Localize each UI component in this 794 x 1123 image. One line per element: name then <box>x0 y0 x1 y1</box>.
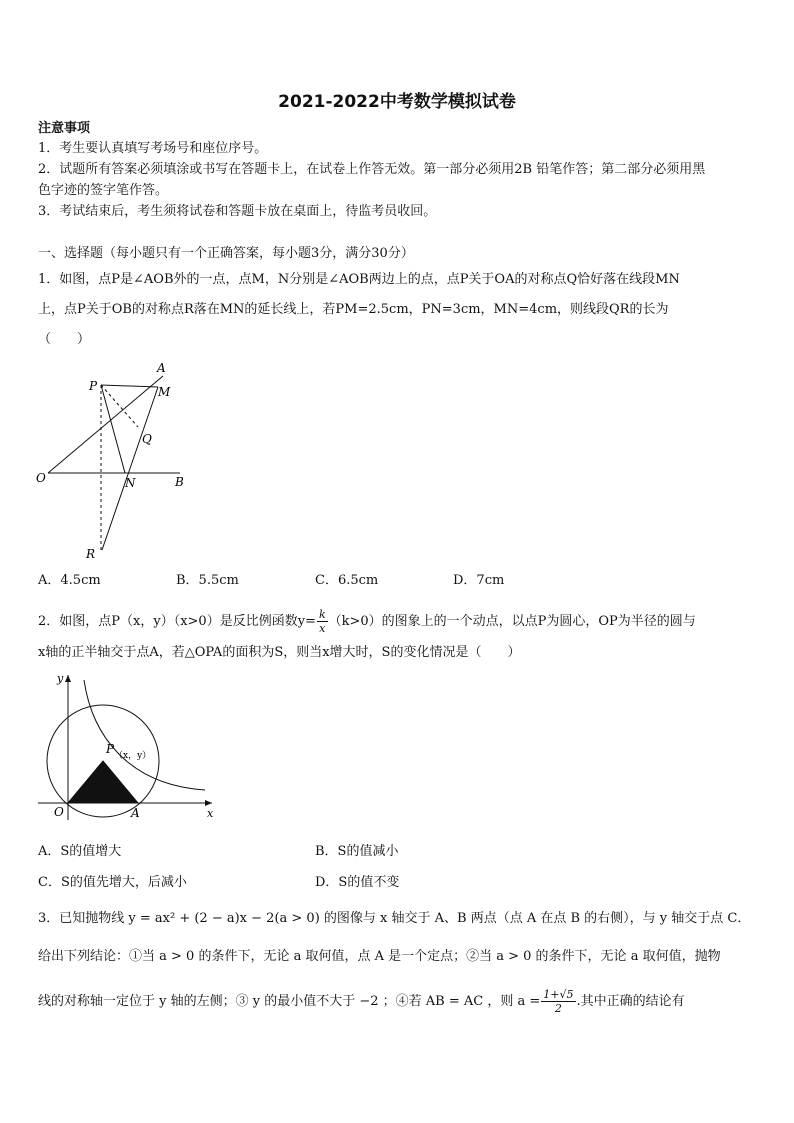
notice-item: 2．试题所有答案必须填涂或书写在答题卡上，在试卷上作答无效。第一部分必须用2B 铅笔作答；第二部分必须用黑 <box>38 162 706 177</box>
q2-text-post: （k>0）的图象上的一个动点，以点P为圆心，OP为半径的圆与 <box>328 614 696 629</box>
q1-text-line3: （ ） <box>38 332 91 347</box>
label-N: N <box>125 476 136 490</box>
q1-text-line1: 1．如图，点P是∠AOB外的一点，点M，N分别是∠AOB两边上的点，点P关于OA的对称点Q恰好落在线段MN <box>38 272 680 287</box>
q1-option-d[interactable]: D．7cm <box>453 573 505 588</box>
q3-text-pre: 线的对称轴一定位于 y 轴的左侧；③ y 的最小值不大于 −2 ；④若 AB = AC ，则 a = <box>38 994 541 1009</box>
q2-option-c[interactable]: C．S的值先增大，后减小 <box>38 875 187 890</box>
q3-frac-num: 1+√5 <box>543 988 574 1001</box>
q1-option-a[interactable]: A．4.5cm <box>38 573 101 588</box>
label-R: R <box>86 547 96 561</box>
notice-heading: 注意事项 <box>38 121 91 136</box>
q2-text-line2: x轴的正半轴交于点A，若△OPA的面积为S，则当x增大时，S的变化情况是（ ） <box>38 645 521 660</box>
label-Q: Q <box>142 432 152 446</box>
q3-text-post: .其中正确的结论有 <box>576 994 685 1009</box>
q1-text-line2: 上，点P关于OB的对称点R落在MN的延长线上，若PM=2.5cm，PN=3cm，MN=4cm，则线段QR的长为 <box>38 302 669 317</box>
q1-option-c[interactable]: C．6.5cm <box>315 573 379 588</box>
q2-option-d[interactable]: D．S的值不变 <box>315 875 400 890</box>
section-heading: 一、选择题（每小题只有一个正确答案，每小题3分，满分30分） <box>38 246 414 261</box>
label-P-coord: （x，y） <box>114 751 152 761</box>
notice-item: 色字迹的签字笔作答。 <box>38 183 169 198</box>
label-B: B <box>175 475 184 489</box>
triangle-OPA <box>68 761 138 803</box>
label-M: M <box>158 385 171 399</box>
notice-item: 1．考生要认真填写考场号和座位序号。 <box>38 141 268 156</box>
page-title: 2021-2022中考数学模拟试卷 <box>278 92 516 112</box>
label-A: A <box>157 361 166 375</box>
x-axis-arrow <box>205 800 212 806</box>
label-A: A <box>131 806 140 820</box>
label-x: x <box>207 807 214 820</box>
q2-frac-num: k <box>318 608 326 621</box>
q3-text-line1: 3．已知抛物线 y = ax² + (2 − a)x − 2(a > 0) 的图像与 x 轴交于 A、B 两点（点 A 在点 B 的右侧），与 y 轴交于点 C． <box>38 911 751 926</box>
q3-frac-den: 2 <box>554 1002 562 1015</box>
q3-fraction <box>541 988 575 1015</box>
q2-text-pre: 2．如图，点P（x，y）（x>0）是反比例函数y= <box>38 614 316 629</box>
q3-text-line2: 给出下列结论：①当 a > 0 的条件下，无论 a 取何值，点 A 是一个定点；②当 a > 0 的条件下，无论 a 取何值，抛物 <box>38 949 721 964</box>
label-O: O <box>36 471 46 485</box>
label-P: P <box>106 742 115 756</box>
q3-text-line3 <box>38 988 685 1015</box>
q1-option-b[interactable]: B．5.5cm <box>176 573 239 588</box>
label-O: O <box>54 805 64 819</box>
notice-item: 3．考试结束后，考生须将试卷和答题卡放在桌面上，待监考员收回。 <box>38 204 437 219</box>
q2-option-a[interactable]: A．S的值增大 <box>38 844 122 859</box>
y-axis-arrow <box>65 675 71 682</box>
q2-option-b[interactable]: B．S的值减小 <box>315 844 399 859</box>
label-P: P <box>89 379 98 393</box>
label-y: y <box>57 672 64 685</box>
q2-frac-den: x <box>319 622 326 635</box>
